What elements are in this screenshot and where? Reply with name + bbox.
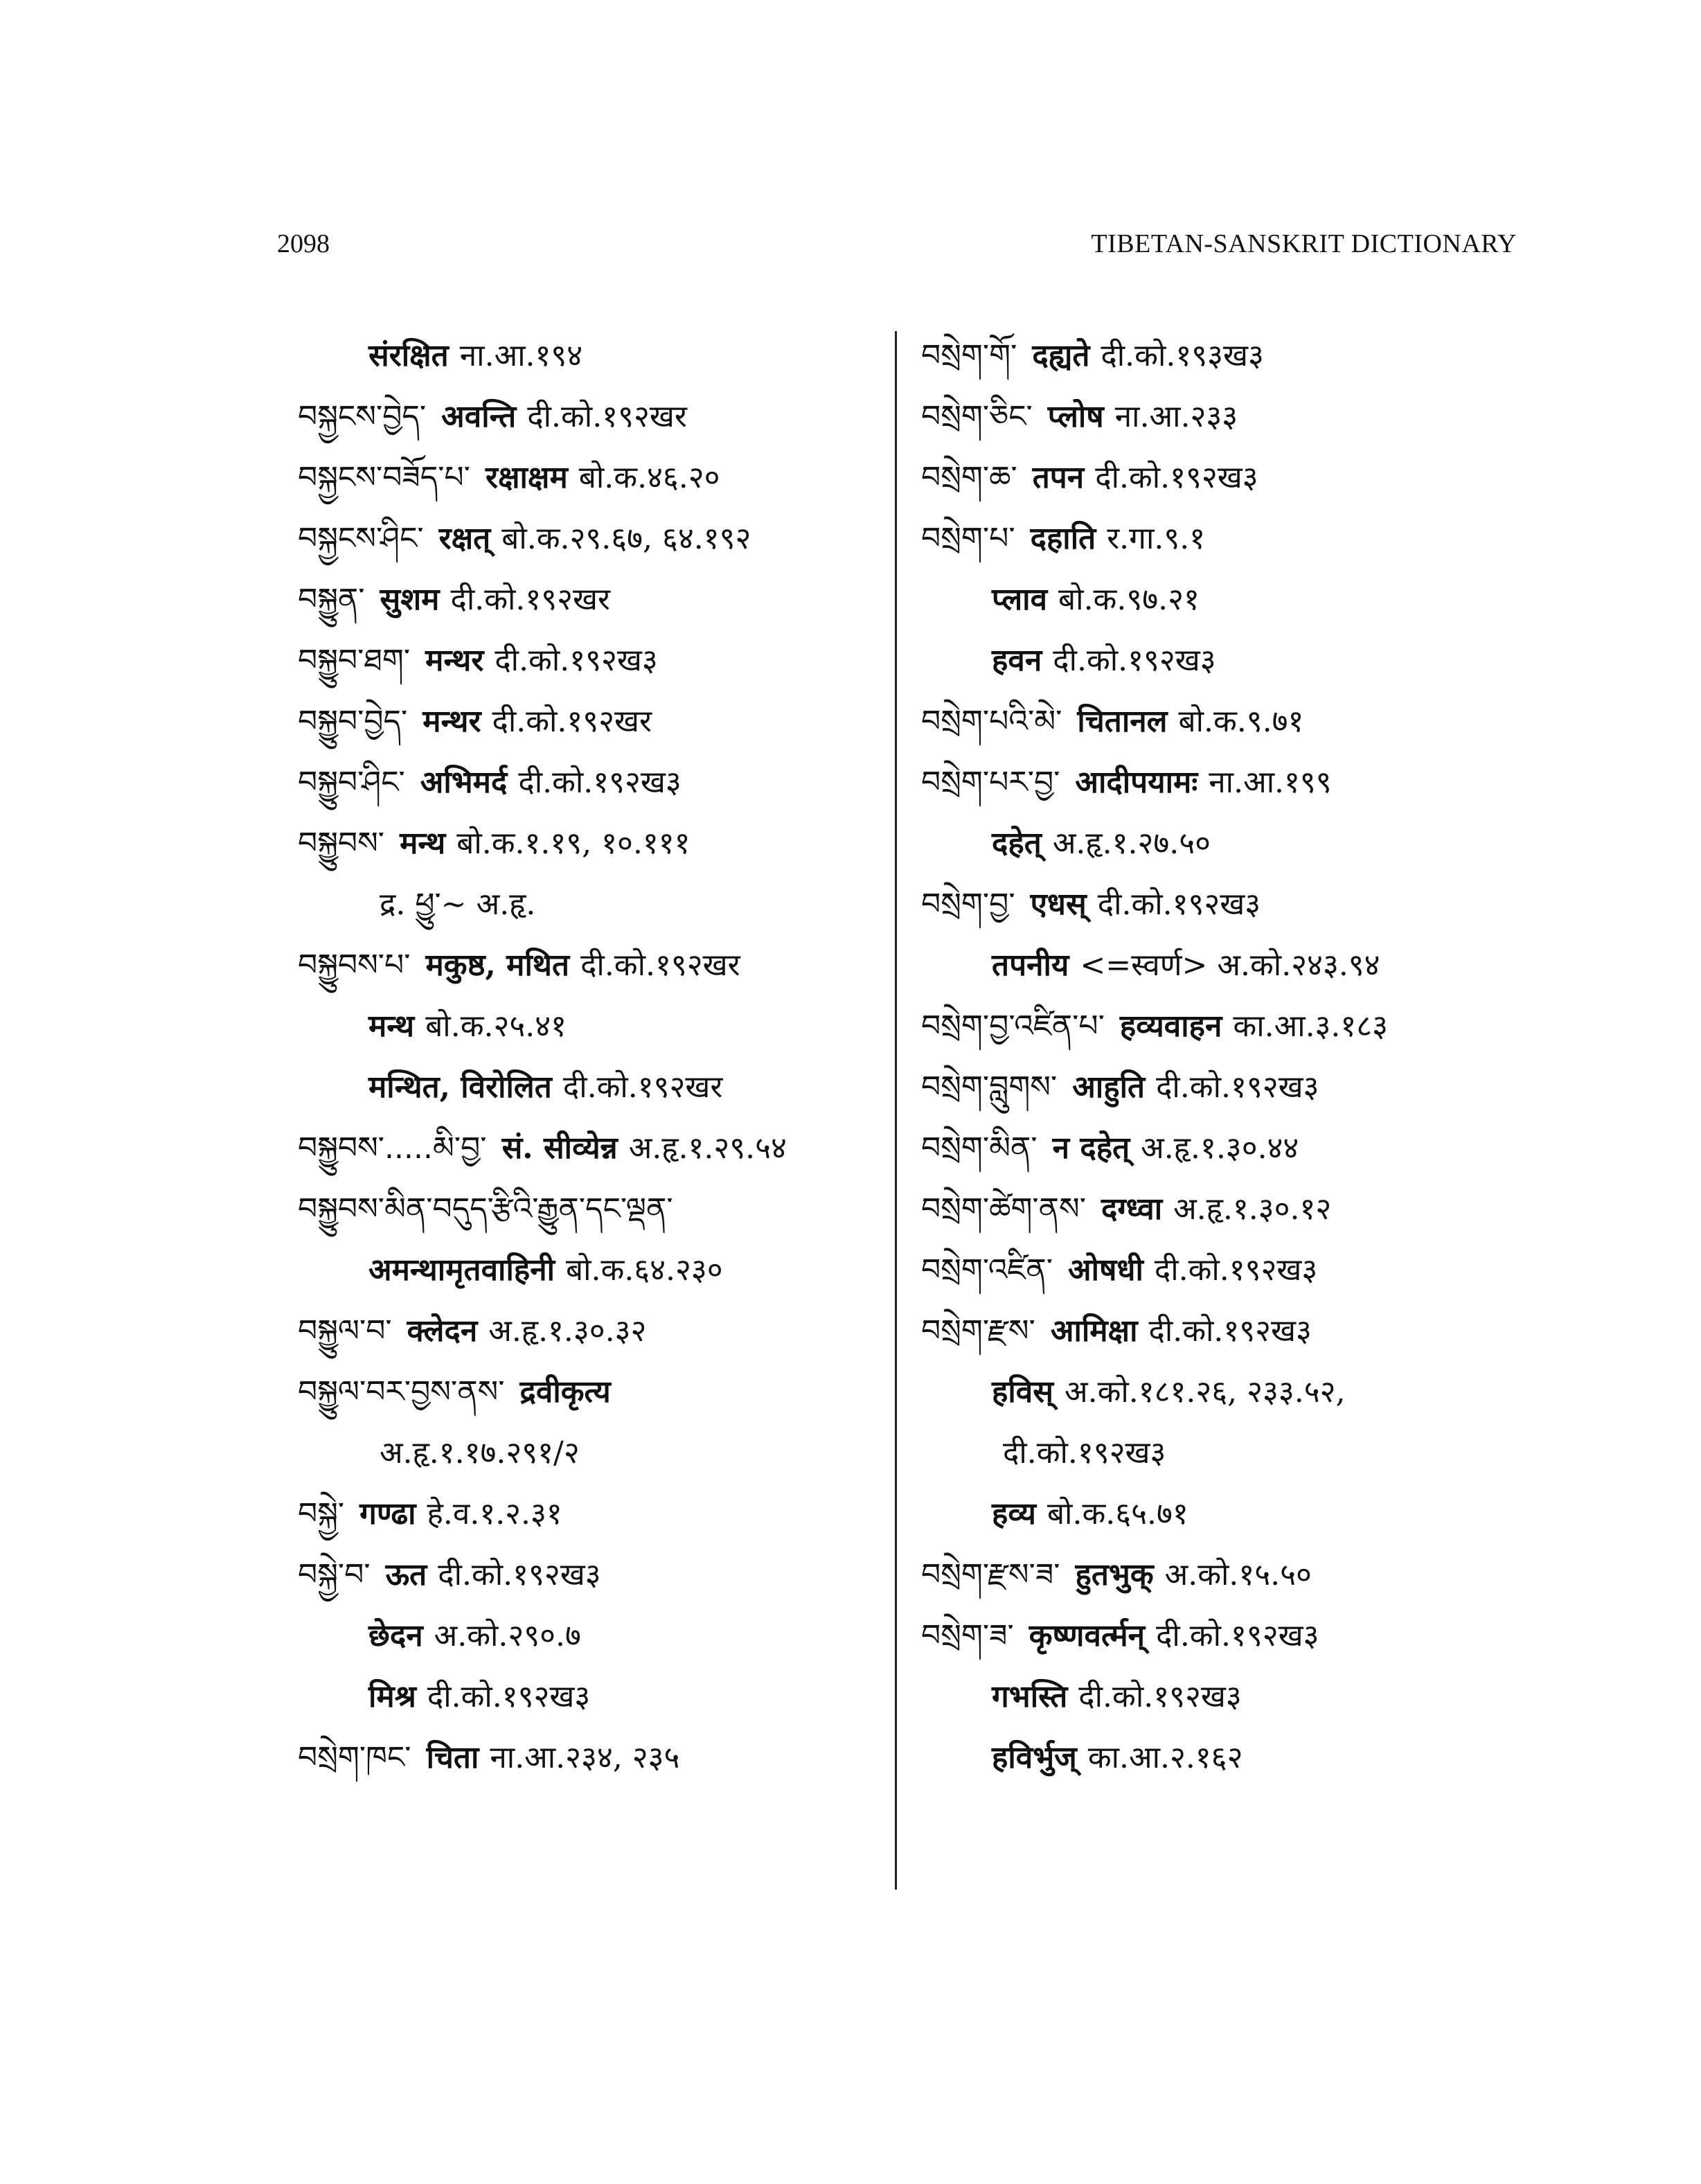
dictionary-entry	[298, 874, 887, 935]
tibetan-headword: བསྲེག་བྱ་	[921, 887, 1015, 922]
dictionary-entry	[298, 326, 887, 387]
source-reference: बो.क.४६.२०	[578, 460, 720, 495]
tibetan-headword: བསྲེག་པར་བྱ་	[921, 765, 1060, 800]
sanskrit-equivalent: मन्थ	[368, 1009, 415, 1044]
source-reference: बो.क.९७.२१	[1058, 582, 1200, 617]
dictionary-entry	[298, 1362, 887, 1423]
dictionary-entry	[921, 447, 1517, 508]
tibetan-headword: བསྲེག་ཁང་	[298, 1740, 411, 1775]
source-reference: अ.को.२९०.७	[434, 1618, 581, 1653]
sanskrit-equivalent: दहाति	[1030, 521, 1096, 556]
dictionary-entry	[298, 1301, 887, 1362]
tibetan-headword: བསྲེག་རྫས་	[921, 1313, 1035, 1349]
sanskrit-equivalent: चितानल	[1077, 704, 1168, 739]
sanskrit-equivalent: सुशम	[380, 582, 440, 617]
dictionary-entry	[921, 630, 1517, 691]
sanskrit-equivalent: चिता	[426, 1740, 479, 1775]
dictionary-entry	[298, 1179, 887, 1240]
tibetan-headword: བསྐྱེ་བ་	[298, 1557, 371, 1592]
sanskrit-equivalent: रक्षत्	[438, 521, 491, 556]
sanskrit-equivalent: अमन्थामृतवाहिनी	[368, 1252, 555, 1288]
dictionary-entry	[298, 813, 887, 874]
source-reference: बो.क.२५.४१	[425, 1009, 567, 1044]
source-reference: अ.को.१८१.२६, २३३.५२,	[1064, 1374, 1346, 1410]
source-reference: अ.हृ.१.३०.४४	[1141, 1130, 1299, 1166]
sanskrit-equivalent: दह्यते	[1032, 338, 1090, 373]
dictionary-entry	[921, 996, 1517, 1057]
sanskrit-equivalent: हवन	[992, 643, 1042, 678]
dictionary-entry	[298, 1667, 887, 1728]
source-reference: दी.को.१९२ख३	[438, 1557, 601, 1592]
source-reference: बो.क.६५.७१	[1047, 1496, 1188, 1532]
source-reference: द्र. ཕྱུ་~ अ.हृ.	[380, 887, 536, 922]
tibetan-headword: བསྲེག་བྱ་འཛིན་པ་	[921, 1009, 1105, 1044]
dictionary-entry	[298, 935, 887, 996]
sanskrit-equivalent: न दहेत्	[1052, 1130, 1130, 1166]
dictionary-entry	[298, 387, 887, 447]
tibetan-headword: བསྐྱུབ་ཤིང་	[298, 765, 405, 800]
dictionary-entry	[298, 1240, 887, 1301]
tibetan-headword: བསྐྱུན་	[298, 582, 365, 617]
dictionary-entry	[921, 1484, 1517, 1545]
source-reference: दी.को.१९२ख३	[1156, 1618, 1319, 1653]
sanskrit-equivalent: सं. सीव्येन्न	[501, 1130, 618, 1166]
tibetan-headword: བསྲེག་པའི་མེ་	[921, 704, 1062, 739]
source-reference: बो.क.९.७१	[1178, 704, 1304, 739]
sanskrit-equivalent: द्रवीकृत्य	[519, 1374, 611, 1410]
dictionary-entry	[921, 326, 1517, 387]
dictionary-entry	[298, 1606, 887, 1667]
tibetan-headword: བསྐྱེ་	[298, 1496, 345, 1532]
source-reference: दी.को.१९२खर	[562, 1069, 723, 1105]
sanskrit-equivalent: मन्थ	[400, 826, 446, 861]
sanskrit-equivalent: एधस्	[1030, 887, 1087, 922]
source-reference: <=स्वर्ण> अ.को.२४३.९४	[1080, 948, 1380, 983]
sanskrit-equivalent: तपनीय	[992, 948, 1069, 983]
source-reference: दी.को.१९३ख३	[1101, 338, 1264, 373]
tibetan-headword: བསྐྱུབས་པ་	[298, 948, 411, 983]
sanskrit-equivalent: ओषधी	[1067, 1252, 1143, 1288]
sanskrit-equivalent: मन्थित, विरोलित	[368, 1069, 552, 1105]
sanskrit-equivalent: गण्ढा	[359, 1496, 416, 1532]
dictionary-entry	[298, 1728, 887, 1788]
source-reference: अ.हृ.१.१७.२९१/२	[380, 1435, 580, 1471]
tibetan-headword: བསྐྱངས་བྱེད་	[298, 399, 427, 434]
source-reference: दी.को.१९२ख३	[1097, 887, 1261, 922]
left-column	[298, 326, 887, 1788]
page-header	[277, 229, 1517, 263]
dictionary-entry	[921, 1118, 1517, 1179]
source-reference: बो.क.१.१९, १०.१११	[456, 826, 691, 861]
tibetan-headword: བསྲེག་ཅིང་	[921, 399, 1033, 434]
source-reference: दी.को.१९२खर	[527, 399, 687, 434]
sanskrit-equivalent: गभस्ति	[992, 1679, 1068, 1714]
source-reference: ना.आ.२३४, २३५	[490, 1740, 680, 1775]
sanskrit-equivalent: हुतभुक्	[1075, 1557, 1154, 1592]
dictionary-entry	[921, 1667, 1517, 1728]
source-reference: अ.हृ.१.३०.३२	[488, 1313, 647, 1349]
column-divider	[895, 331, 897, 1890]
source-reference: र.गा.९.१	[1107, 521, 1206, 556]
source-reference: अ.हृ.१.२९.५४	[628, 1130, 787, 1166]
tibetan-headword: བསྐྱུབས་	[298, 826, 385, 861]
dictionary-entry	[921, 1423, 1517, 1484]
tibetan-headword: བསྲེག་མིན་	[921, 1130, 1037, 1166]
source-reference: दी.को.१९२ख३	[1078, 1679, 1242, 1714]
dictionary-entry	[298, 508, 887, 569]
sanskrit-equivalent: संरक्षित	[368, 338, 449, 373]
dictionary-entry	[921, 1362, 1517, 1423]
tibetan-headword: བསྐྱངས་བཟོད་པ་	[298, 460, 470, 495]
dictionary-entry	[921, 874, 1517, 935]
sanskrit-equivalent: मन्थर	[422, 704, 481, 739]
tibetan-headword: བསྲེག་ཆ་	[921, 460, 1017, 495]
dictionary-entry	[921, 1728, 1517, 1788]
source-reference: दी.को.१९२ख३	[1003, 1435, 1166, 1471]
dictionary-entry	[298, 447, 887, 508]
dictionary-entry	[921, 935, 1517, 996]
dictionary-entry	[298, 1484, 887, 1545]
source-reference: दी.को.१९२ख३	[495, 643, 658, 678]
source-reference: दी.को.१९२ख३	[1148, 1313, 1312, 1349]
dictionary-entry	[921, 569, 1517, 630]
source-reference: ना.आ.२३३	[1114, 399, 1238, 434]
sanskrit-equivalent: मकुष्ठ, मथित	[425, 948, 570, 983]
dictionary-entry	[298, 752, 887, 813]
sanskrit-equivalent: अभिमर्द	[420, 765, 508, 800]
dictionary-entry	[298, 1423, 887, 1484]
sanskrit-equivalent: हव्य	[992, 1496, 1036, 1532]
tibetan-headword: བསྐྱུབས་མིན་བདུད་རྩིའི་རྒྱུན་དང་ལྡན་	[298, 1191, 673, 1227]
dictionary-entry	[298, 691, 887, 752]
source-reference: बो.क.६४.२३०	[566, 1252, 723, 1288]
sanskrit-equivalent: ऊत	[385, 1557, 427, 1592]
tibetan-headword: བསྲེག་ཚེག་ནས་	[921, 1191, 1086, 1227]
dictionary-entry	[921, 1057, 1517, 1118]
sanskrit-equivalent: प्लाव	[992, 582, 1048, 617]
sanskrit-equivalent: हव्यवाहन	[1119, 1009, 1222, 1044]
source-reference: ना.आ.१९९	[1209, 765, 1332, 800]
dictionary-entry	[298, 1545, 887, 1606]
tibetan-headword: བསྲེག་གོ་	[921, 338, 1017, 373]
tibetan-headword: བསྐྱུབས་.....མི་བྱ་	[298, 1130, 487, 1166]
source-reference: दी.को.१९२ख३	[1095, 460, 1258, 495]
source-reference: का.आ.३.१८३	[1233, 1009, 1389, 1044]
dictionary-entry	[921, 691, 1517, 752]
source-reference: दी.को.१९२खर	[450, 582, 611, 617]
source-reference: दी.को.१९२ख३	[1156, 1069, 1319, 1105]
dictionary-entry	[921, 1179, 1517, 1240]
dictionary-entry	[298, 996, 887, 1057]
sanskrit-equivalent: मन्थर	[425, 643, 484, 678]
source-reference: ना.आ.१९४	[459, 338, 583, 373]
dictionary-entry	[921, 752, 1517, 813]
source-reference: दी.को.१९२ख३	[1154, 1252, 1318, 1288]
dictionary-entry	[921, 813, 1517, 874]
tibetan-headword: བསྲེག་འཛིན་	[921, 1252, 1053, 1288]
dictionary-entry	[921, 508, 1517, 569]
sanskrit-equivalent: मिश्र	[368, 1679, 416, 1714]
sanskrit-equivalent: कृष्णवर्त्मन्	[1028, 1618, 1146, 1653]
tibetan-headword: བསྐྱུབ་ཐག་	[298, 643, 411, 678]
source-reference: अ.को.१५.५०	[1164, 1557, 1312, 1592]
sanskrit-equivalent: दग्ध्वा	[1101, 1191, 1163, 1227]
dictionary-entry	[921, 1240, 1517, 1301]
sanskrit-equivalent: दहेत्	[992, 826, 1042, 861]
dictionary-entry	[298, 569, 887, 630]
dictionary-entry	[921, 387, 1517, 447]
sanskrit-equivalent: छेदन	[368, 1618, 423, 1653]
running-title: TIBETAN-SANSKRIT DICTIONARY	[1091, 229, 1517, 258]
source-reference: का.आ.२.१६२	[1087, 1740, 1243, 1775]
dictionary-entry	[298, 1057, 887, 1118]
dictionary-entry	[921, 1606, 1517, 1667]
page-number: 2098	[277, 229, 330, 258]
dictionary-entry	[298, 630, 887, 691]
source-reference: दी.को.१९२ख३	[518, 765, 682, 800]
source-reference: दी.को.१९२ख३	[1053, 643, 1216, 678]
source-reference: बो.क.२९.६७, ६४.१९२	[501, 521, 751, 556]
tibetan-headword: བསྲེག་པ་	[921, 521, 1015, 556]
source-reference: दी.को.१९२खर	[580, 948, 740, 983]
sanskrit-equivalent: क्लेदन	[407, 1313, 478, 1349]
tibetan-headword: བསྐྱུབ་བྱེད་	[298, 704, 408, 739]
tibetan-headword: བསྐྱུལ་བ་	[298, 1313, 392, 1349]
tibetan-headword: བསྲེག་བླུགས་	[921, 1069, 1058, 1105]
source-reference: हे.व.१.२.३१	[427, 1496, 562, 1532]
sanskrit-equivalent: आहुति	[1072, 1069, 1146, 1105]
sanskrit-equivalent: तपन	[1032, 460, 1085, 495]
dictionary-entry	[921, 1301, 1517, 1362]
tibetan-headword: བསྐྱངས་ཤིང་	[298, 521, 424, 556]
source-reference: दी.को.१९२खर	[492, 704, 652, 739]
sanskrit-equivalent: अवन्ति	[441, 399, 517, 434]
sanskrit-equivalent: आमिक्षा	[1050, 1313, 1138, 1349]
dictionary-entry	[921, 1545, 1517, 1606]
source-reference: अ.हृ.१.२७.५०	[1052, 826, 1211, 861]
dictionary-entry	[298, 1118, 887, 1179]
sanskrit-equivalent: आदीपयामः	[1075, 765, 1198, 800]
tibetan-headword: བསྲེག་རྫས་ཟ་	[921, 1557, 1060, 1592]
sanskrit-equivalent: हविर्भुज्	[992, 1740, 1077, 1775]
sanskrit-equivalent: रक्षाक्षम	[485, 460, 568, 495]
tibetan-headword: བསྐྱུལ་བར་བྱས་ནས་	[298, 1374, 505, 1410]
sanskrit-equivalent: हविस्	[992, 1374, 1053, 1410]
sanskrit-equivalent: प्लोष	[1047, 399, 1104, 434]
source-reference: अ.हृ.१.३०.१२	[1173, 1191, 1332, 1227]
source-reference: दी.को.१९२ख३	[427, 1679, 591, 1714]
tibetan-headword: བསྲེག་ཟ་	[921, 1618, 1014, 1653]
right-column	[921, 326, 1517, 1788]
